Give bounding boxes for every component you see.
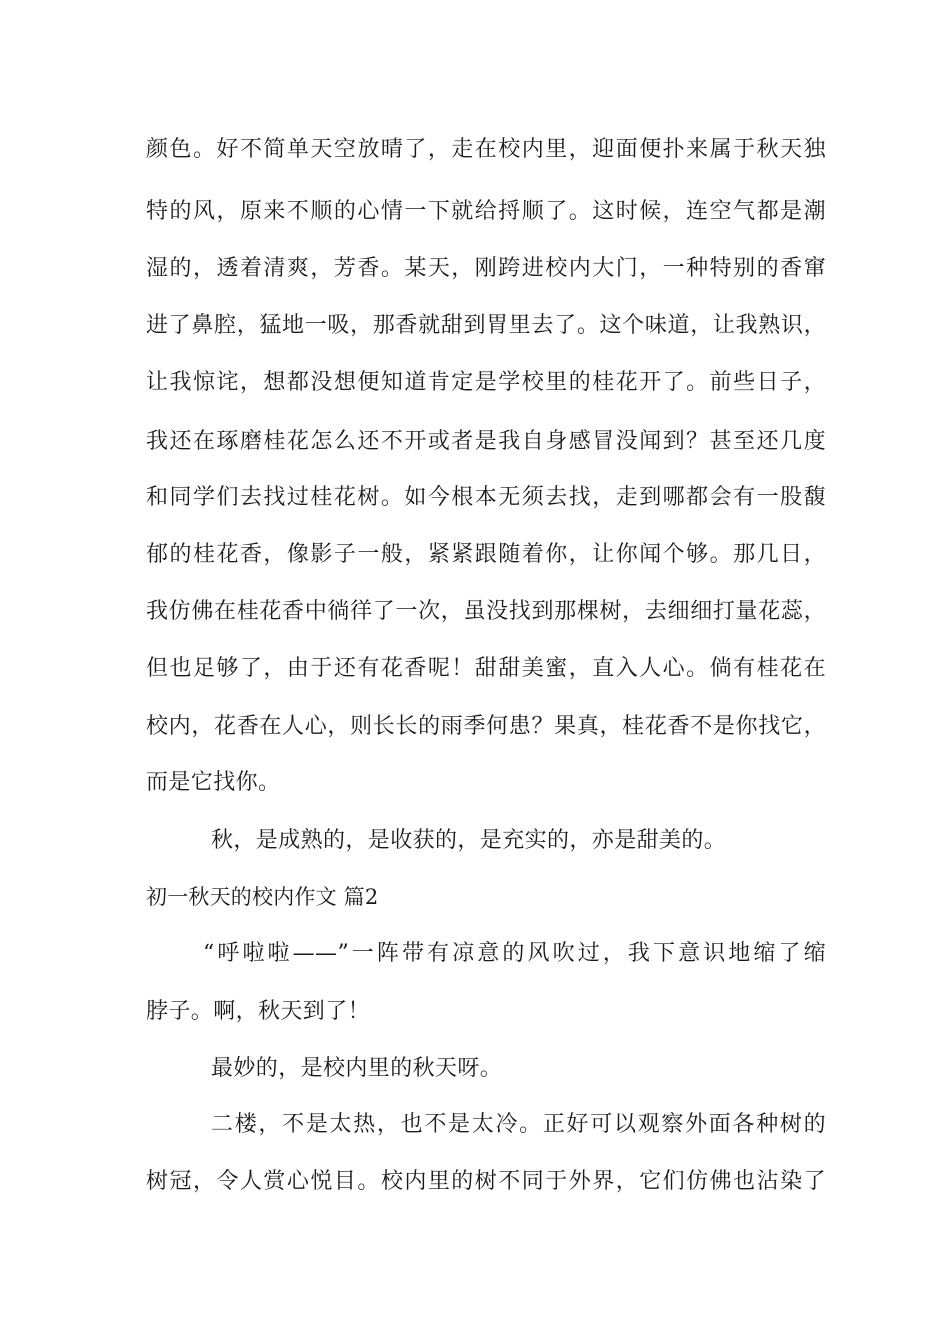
paragraph-1-line-5: 让我惊诧，想都没想便知道肯定是学校里的桂花开了。前些日子， xyxy=(146,370,826,395)
paragraph-2: 秋，是成熟的，是收获的，是充实的，亦是甜美的。 xyxy=(211,828,727,853)
paragraph-1-line-7: 和同学们去找过桂花树。如今根本无须去找，走到哪都会有一股馥 xyxy=(146,485,826,510)
paragraph-1-line-9: 我仿佛在桂花香中徜徉了一次，虽没找到那棵树，去细细打量花蕊， xyxy=(146,599,826,624)
paragraph-1-line-11: 校内，花香在人心，则长长的雨季何患？果真，桂花香不是你找它， xyxy=(146,714,826,739)
paragraph-5-line-1: 二楼，不是太热，也不是太冷。正好可以观察外面各种树的 xyxy=(211,1112,826,1137)
paragraph-1-line-12: 而是它找你。 xyxy=(146,770,281,795)
paragraph-5-line-2: 树冠，令人赏心悦目。校内里的树不同于外界，它们仿佛也沾染了 xyxy=(146,1169,826,1194)
paragraph-1-line-3: 湿的，透着清爽，芳香。某天，刚跨进校内大门，一种特别的香窜 xyxy=(146,256,826,281)
paragraph-1-line-10: 但也足够了，由于还有花香呢！甜甜美蜜，直入人心。倘有桂花在 xyxy=(146,656,826,681)
paragraph-1-line-8: 郁的桂花香，像影子一般，紧紧跟随着你，让你闻个够。那几日， xyxy=(146,542,826,567)
paragraph-1-line-6: 我还在琢磨桂花怎么还不开或者是我自身感冒没闻到？甚至还几度 xyxy=(146,429,826,454)
paragraph-1-line-4: 进了鼻腔，猛地一吸，那香就甜到胃里去了。这个味道，让我熟识， xyxy=(146,313,826,338)
paragraph-4: 最妙的，是校内里的秋天呀。 xyxy=(211,1056,503,1081)
paragraph-1-line-2: 特的风，原来不顺的心情一下就给捋顺了。这时候，连空气都是潮 xyxy=(146,199,826,224)
paragraph-3-line-1: “呼啦啦——”一阵带有凉意的风吹过，我下意识地缩了缩 xyxy=(203,941,826,966)
paragraph-1-line-1: 颜色。好不简单天空放晴了，走在校内里，迎面便扑来属于秋天独 xyxy=(146,137,826,162)
section-heading: 初一秋天的校内作文 篇2 xyxy=(146,885,379,909)
paragraph-3-line-2: 脖子。啊，秋天到了！ xyxy=(146,999,371,1024)
